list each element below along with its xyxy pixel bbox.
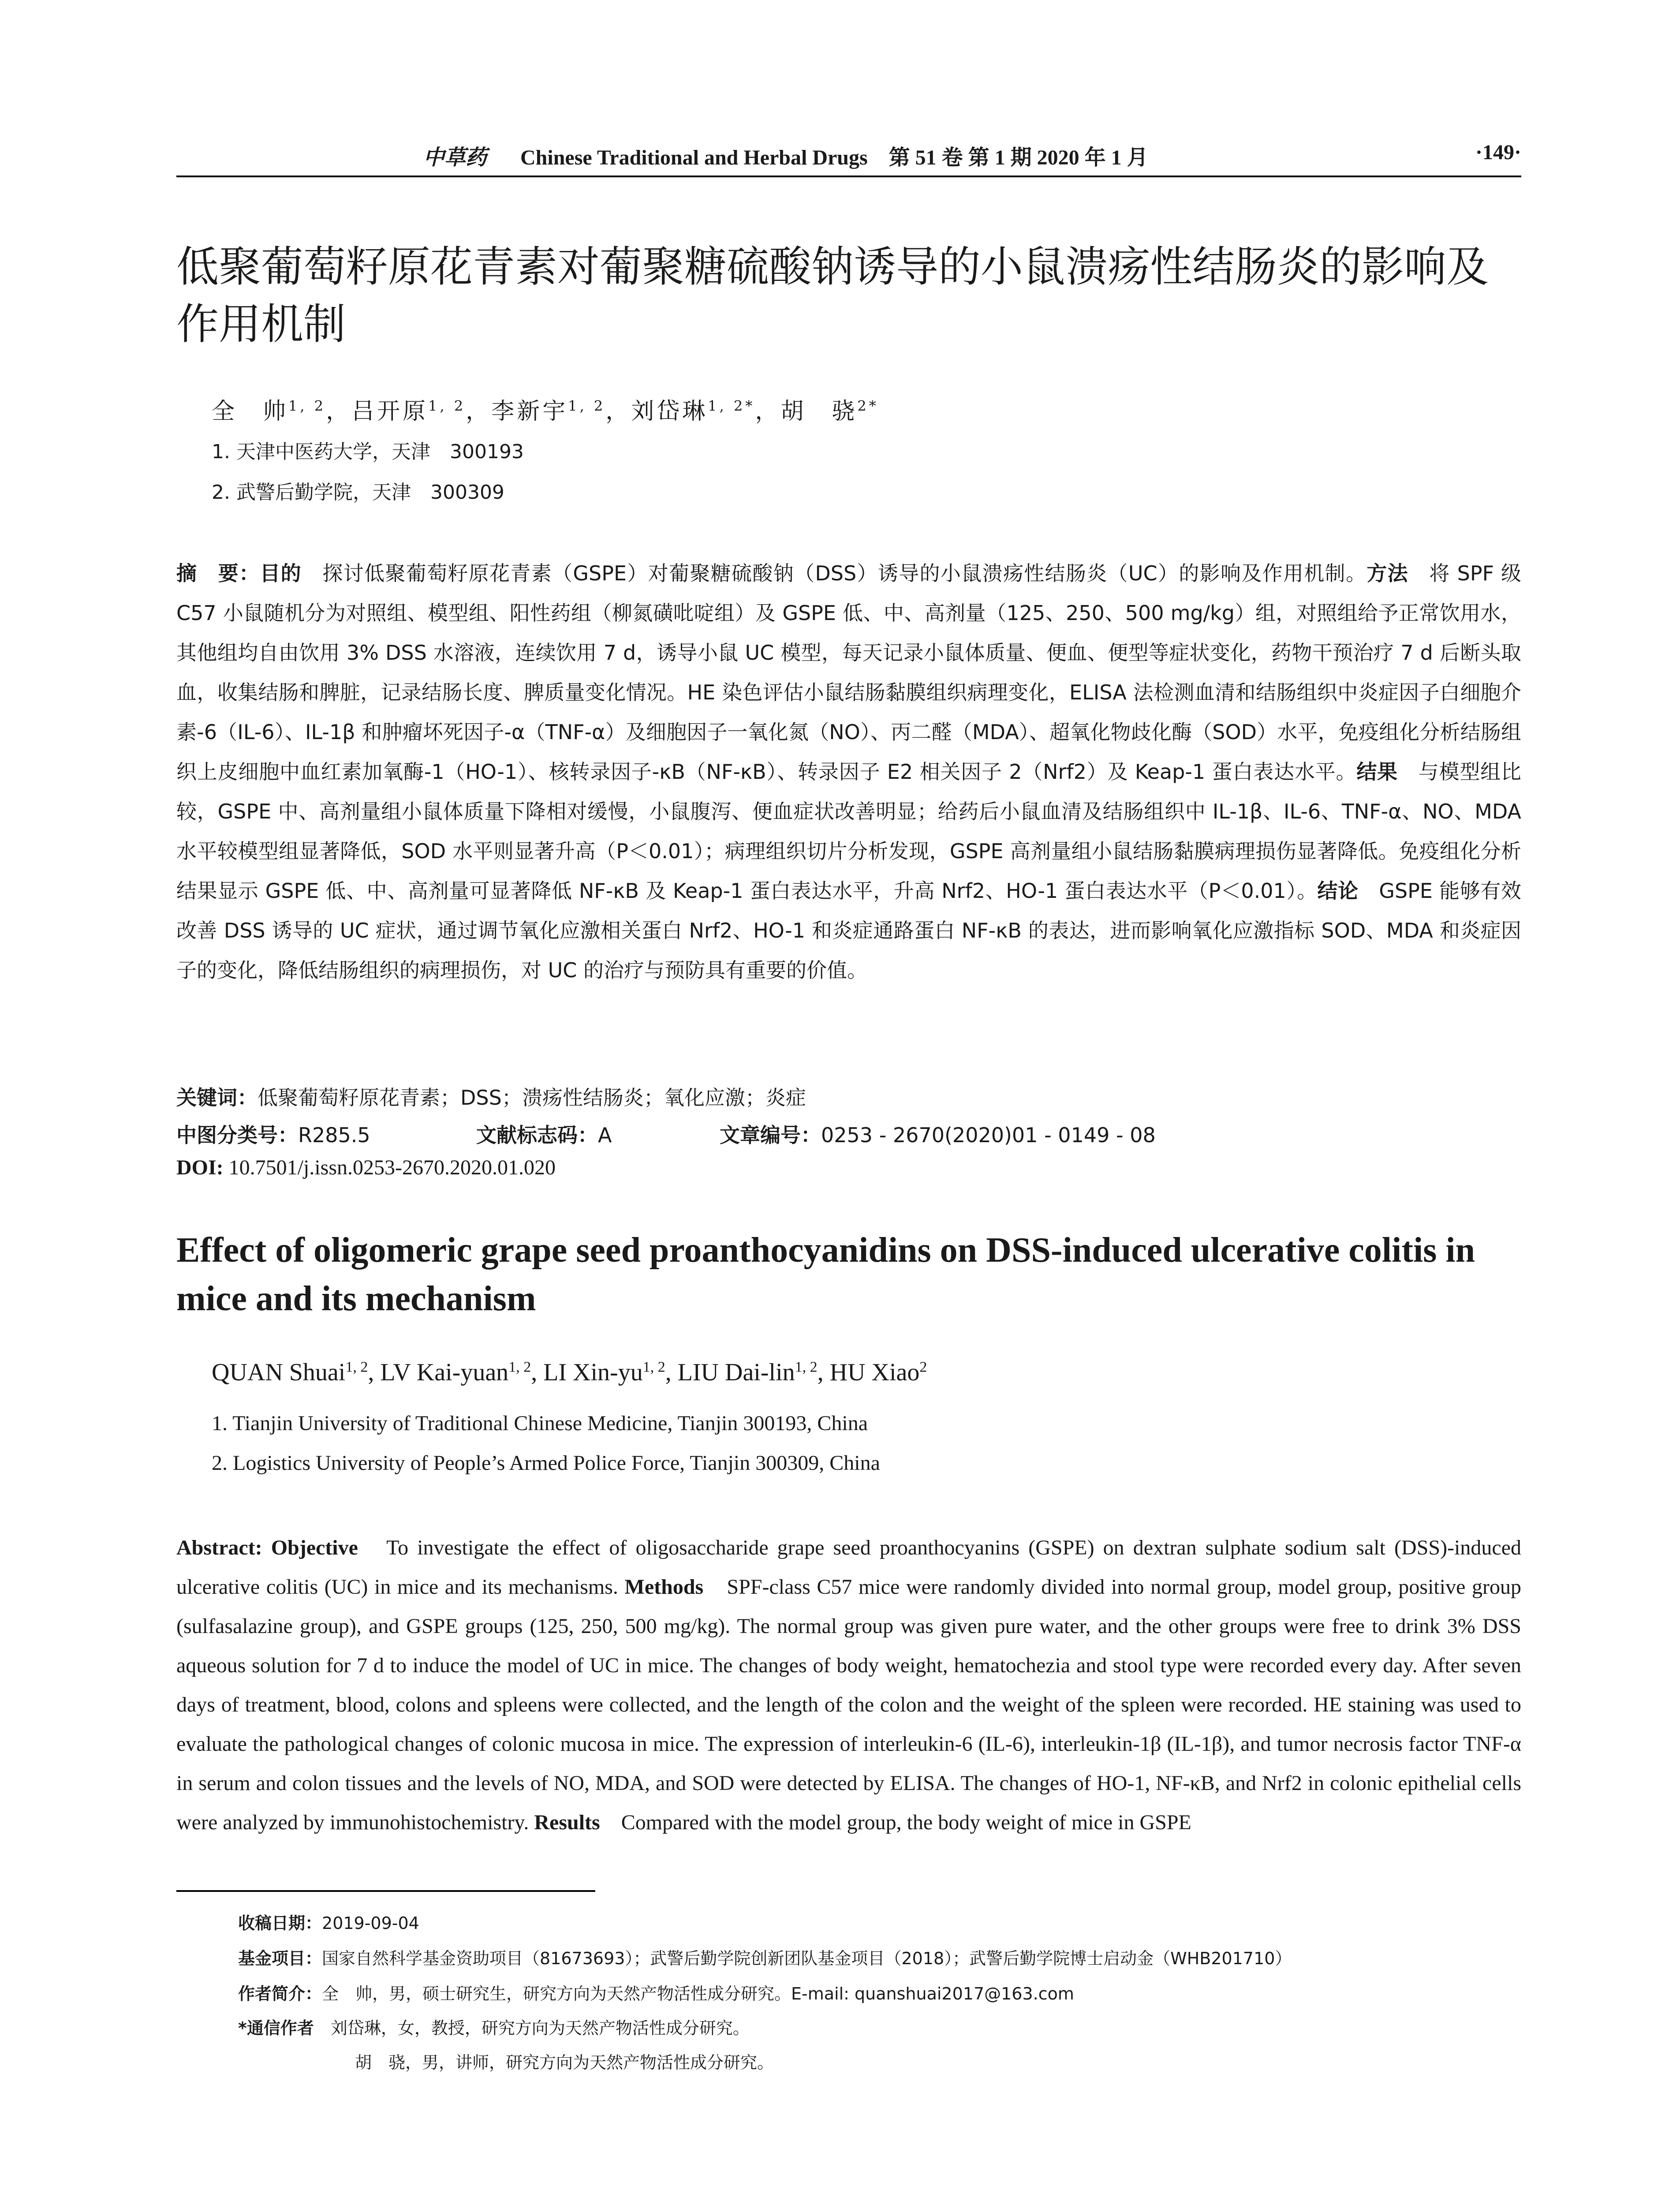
methods-text: 将 SPF 级 C57 小鼠随机分为对照组、模型组、阳性药组（柳氮磺吡啶组）及 GSPE 低、中、高剂量（125、250、500 mg/kg）组，对照组给予正常饮用水，其他组均自由饮用 3% DSS 水溶液，连续饮用 7 d，诱导小鼠 UC 模型，每天记录小鼠体质量、便血、便型等症状变化，药物干预治疗 7 d 后断头取血，收集结肠和脾脏，记录结肠长度、脾质量变化情况。HE 染色评估小鼠结肠黏膜组织病理变化，ELISA 法检测血清和结肠组织中炎症因子白细胞介素-6（IL-6）、IL-1β 和肿瘤坏死因子-α（TNF-α）及细胞因子一氧化氮（NO）、丙二醛（MDA）、超氧化物歧化酶（SOD）水平，免疫组化分析结肠组织上皮细胞中血红素加氧酶-1（HO-1）、核转录因子-κB（NF-κB）、转录因子 E2 相关因子 2（Nrf2）及 Keap-1 蛋白表达水平。 (176, 561, 1521, 784)
chinese-affiliation-1: 1. 天津中医药大学，天津 300193 (212, 441, 524, 463)
keywords-label: 关键词： (176, 1086, 258, 1110)
doc-code-value: A (598, 1123, 612, 1147)
author-separator: ， (466, 398, 492, 425)
corresponding-label: *通信作者 (238, 2018, 314, 2038)
author-name: 吕开原 (351, 398, 429, 425)
author-affil-mark: 1, 2 (642, 1359, 665, 1375)
methods-label: 方法 (1366, 561, 1409, 585)
english-affiliation-1: 1. Tianjin University of Traditional Chinese Medicine, Tianjin 300193, China (212, 1412, 868, 1435)
fund-value: 国家自然科学基金资助项目（81673693）；武警后勤学院创新团队基金项目（2018）；武警后勤学院博士启动金（WHB201710） (322, 1949, 1292, 1968)
conclusion-text: GSPE 能够有效改善 DSS 诱导的 UC 症状，通过调节氧化应激相关蛋白 Nrf2、HO-1 和炎症通路蛋白 NF-κB 的表达，进而影响氧化应激指标 SOD、MDA 和炎症因子的变化，降低结肠组织的病理损伤，对 UC 的治疗与预防具有重要的价值。 (176, 879, 1522, 982)
author-name: 胡 骁 (780, 398, 858, 425)
english-abstract (176, 1528, 1521, 1842)
received-date (238, 1910, 419, 1934)
english-authors (212, 1358, 927, 1387)
corresponding-author-2: 胡 骁，男，讲师，研究方向为天然产物活性成分研究。 (355, 2053, 774, 2072)
author-affil-mark: 1, 2 (288, 397, 326, 415)
received-label: 收稿日期： (238, 1913, 322, 1933)
results-label: Results (534, 1811, 600, 1834)
bio-label: 作者简介： (238, 1984, 322, 2003)
author-separator: ， (326, 398, 352, 425)
methods-label: Methods (624, 1575, 704, 1599)
article-number-line (720, 1119, 1156, 1148)
clc-label: 中图分类号： (176, 1123, 298, 1147)
conclusion-label: 结论 (1317, 879, 1359, 903)
footnote-divider (176, 1890, 595, 1892)
classification-line (176, 1119, 370, 1148)
doi-label: DOI: (176, 1156, 224, 1179)
chinese-affiliation-2: 2. 武警后勤学院，天津 300309 (212, 481, 504, 504)
author-name: QUAN Shuai (212, 1359, 346, 1386)
abstract-objective-label: Abstract: Objective (176, 1536, 358, 1559)
doi-line (176, 1155, 556, 1180)
author-name: 李新宇 (491, 398, 568, 425)
author-separator: , (817, 1359, 830, 1386)
article-number-value: 0253 - 2670(2020)01 - 0149 - 08 (821, 1123, 1156, 1147)
author-bio (238, 1980, 1074, 2004)
author-affil-mark: 1, 2 (428, 397, 466, 415)
chinese-title: 低聚葡萄籽原花青素对葡聚糖硫酸钠诱导的小鼠溃疡性结肠炎的影响及作用机制 (176, 242, 1489, 349)
author-affil-mark: 1, 2 (795, 1359, 818, 1375)
doi-value: 10.7501/j.issn.0253-2670.2020.01.020 (223, 1156, 556, 1179)
abstract-label: 摘 要： (176, 561, 260, 585)
author-name: LI Xin-yu (543, 1359, 643, 1386)
author-name: HU Xiao (829, 1359, 920, 1386)
corresponding-author (238, 2014, 750, 2039)
page-number: ·149· (1475, 141, 1521, 164)
journal-logo: 中草药 (423, 146, 487, 169)
author-name: 刘岱琳 (631, 398, 708, 425)
author-affil-mark: 2 (919, 1359, 927, 1375)
author-separator: , (665, 1359, 678, 1386)
author-affil-mark: 1, 2 (568, 397, 606, 415)
objective-label: 目的 (260, 561, 302, 585)
author-affil-mark: 1, 2 (508, 1359, 531, 1375)
author-affil-mark: 1, 2 (345, 1359, 368, 1375)
english-affiliation-2: 2. Logistics University of People’s Armed Police Force, Tianjin 300309, China (212, 1451, 880, 1475)
keywords-line (176, 1082, 806, 1111)
received-value: 2019-09-04 (322, 1913, 419, 1933)
methods-text: SPF-class C57 mice were randomly divided into normal group, model group, positive group (sulfasalazine group), and GSPE groups (125, 250, 500 mg/kg). The normal group was given pure water, and the other groups were free to drink 3% DSS aqueous solution for 7 d to induce the model of UC in mice. The changes of body weight, hematochezia and stool type were recorded every day. After seven days of treatment, blood, colons and spleens were collected, and the length of the colon and the weight of the spleen were recorded. HE staining was used to evaluate the pathological changes of colonic mucosa in mice. The expression of interleukin-6 (IL-6), interleukin-1β (IL-1β), and tumor necrosis factor TNF-α in serum and colon tissues and the levels of NO, MDA, and SOD were detected by ELISA. The changes of HO-1, NF-κB, and Nrf2 in colonic epithelial cells were analyzed by immunohistochemistry. (176, 1575, 1521, 1834)
results-text: Compared with the model group, the body weight of mice in GSPE (600, 1811, 1191, 1834)
bio-value: 全 帅，男，硕士研究生，研究方向为天然产物活性成分研究。E-mail: quanshuai2017@163.com (322, 1984, 1074, 2003)
chinese-authors (212, 392, 879, 426)
fund-info (238, 1945, 1292, 1969)
document-code-line (476, 1119, 612, 1148)
running-header (176, 140, 1521, 177)
corresponding-value-1: 刘岱琳，女，教授，研究方向为天然产物活性成分研究。 (314, 2018, 750, 2038)
doc-code-label: 文献标志码： (476, 1123, 598, 1147)
results-text: 与模型组比较，GSPE 中、高剂量组小鼠体质量下降相对缓慢，小鼠腹泻、便血症状改善明显；给药后小鼠血清及结肠组织中 IL-1β、IL-6、TNF-α、NO、MDA 水平较模型组显著降低，SOD 水平则显著升高（P＜0.01）；病理组织切片分析发现，GSPE 高剂量组小鼠结肠黏膜病理损伤显著降低。免疫组化分析结果显示 GSPE 低、中、高剂量可显著降低 NF-κB 及 Keap-1 蛋白表达水平，升高 Nrf2、HO-1 蛋白表达水平（P＜0.01）。 (176, 760, 1521, 903)
clc-value: R285.5 (298, 1123, 370, 1147)
fund-label: 基金项目： (238, 1949, 322, 1968)
author-name: LV Kai-yuan (380, 1359, 509, 1386)
author-affil-mark: 2* (857, 397, 879, 415)
author-name: 全 帅 (212, 398, 289, 425)
author-separator: ， (605, 398, 631, 425)
objective-text: 探讨低聚葡萄籽原花青素（GSPE）对葡聚糖硫酸钠（DSS）诱导的小鼠溃疡性结肠炎（UC）的影响及作用机制。 (302, 561, 1367, 585)
author-name: LIU Dai-lin (677, 1359, 795, 1386)
chinese-abstract (176, 553, 1521, 990)
english-title: Effect of oligomeric grape seed proanthocyanidins on DSS-induced ulcerative colitis in mice and its mechanism (176, 1231, 1475, 1318)
journal-info: Chinese Traditional and Herbal Drugs 第 51 卷 第 1 期 2020 年 1 月 (520, 146, 1148, 169)
objective-text: To investigate the effect of oligosaccharide grape seed proanthocyanins (GSPE) on dextran sulphate sodium salt (DSS)-induced ulcerative colitis (UC) in mice and its mechanisms. (176, 1536, 1521, 1599)
author-separator: , (368, 1359, 381, 1386)
results-label: 结果 (1356, 760, 1398, 784)
author-separator: , (531, 1359, 544, 1386)
article-number-label: 文章编号： (720, 1123, 821, 1147)
author-affil-mark: 1, 2* (708, 397, 755, 415)
keywords-text: 低聚葡萄籽原花青素；DSS；溃疡性结肠炎；氧化应激；炎症 (258, 1086, 806, 1110)
author-separator: ， (755, 398, 781, 425)
